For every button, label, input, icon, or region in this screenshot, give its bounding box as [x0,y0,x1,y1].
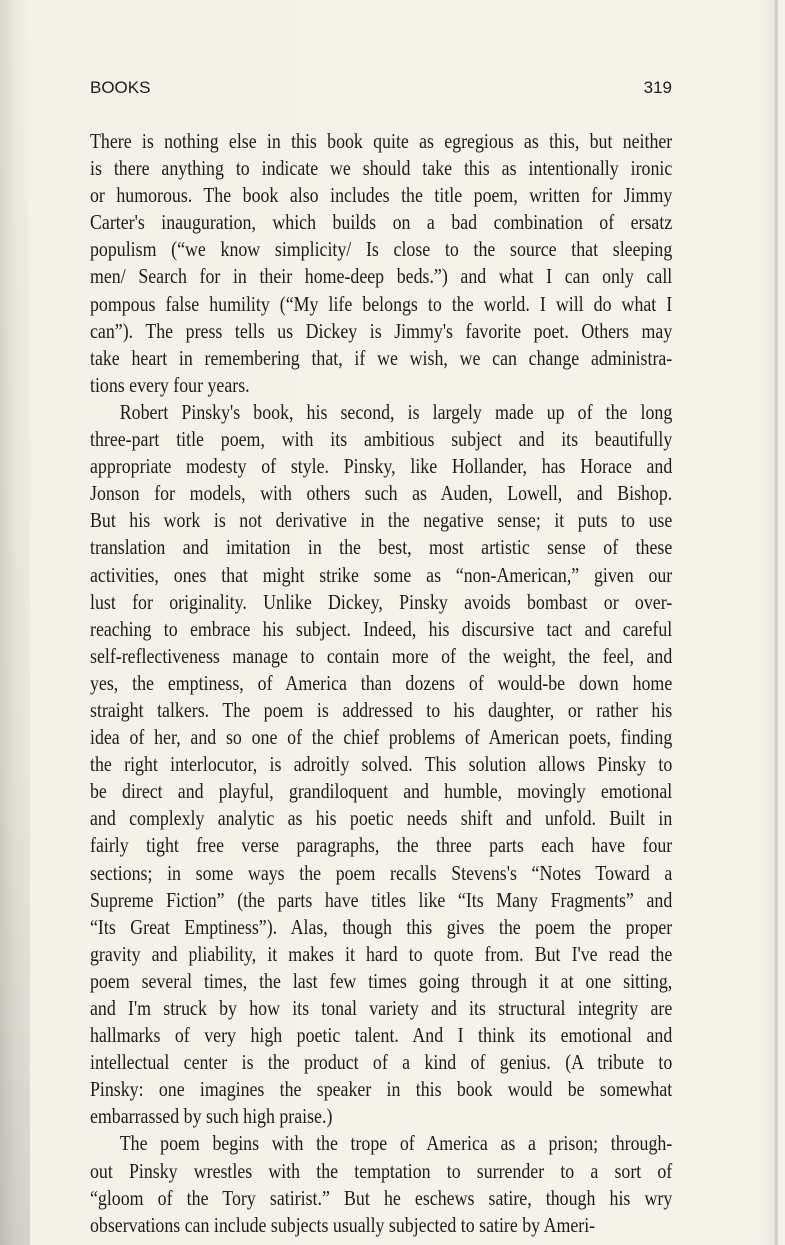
paragraph [90,399,672,1131]
text-line: “Its Great Emptiness”). Alas, though this gives the poem the proper [90,914,673,939]
text-line: hallmarks of very high poetic talent. And I think its emotional and [90,1023,673,1048]
running-header [90,78,672,102]
paragraph [90,128,672,399]
text-line: intellectual center is the product of a kind of genius. (A tribute to [90,1050,673,1075]
body-text [90,128,672,1239]
text-line: gravity and pliability, it makes it hard to quote from. But I've read the [90,941,673,966]
page-number: 319 [643,78,672,97]
text-line: take heart in remembering that, if we wish, we can change administra- [90,345,673,370]
text-line: poem several times, the last few times going through it at one sitting, [90,968,673,993]
text-line: and complexly analytic as his poetic needs shift and unfold. Built in [90,806,673,831]
text-line: Pinsky: one imagines the speaker in this book would be somewhat [90,1077,673,1102]
text-line: activities, ones that might strike some as “non-American,” given our [90,562,673,587]
text-line: There is nothing else in this book quite as egregious as this, but neither [90,129,673,153]
text-line: embarrassed by such high praise.) [90,1104,333,1129]
text-line: observations can include subjects usually subjected to satire by Ameri- [90,1212,596,1237]
text-line: translation and imitation in the best, most artistic sense of these [90,535,673,560]
text-line: reaching to embrace his subject. Indeed, his discursive tact and careful [90,616,673,641]
text-line: Robert Pinsky's book, his second, is largely made up of the long [119,399,673,424]
text-line: pompous false humility (“My life belongs to the world. I will do what I [90,291,673,316]
text-line: or humorous. The book also includes the title poem, written for Jimmy [90,183,673,208]
text-line: appropriate modesty of style. Pinsky, like Hollander, has Horace and [90,454,673,479]
text-line: three-part title poem, with its ambitious subject and its beautifully [90,427,673,452]
text-line: populism (“we know simplicity/ Is close to the source that sleeping [90,237,673,262]
text-line: lust for originality. Unlike Dickey, Pinsky avoids bombast or over- [90,589,673,614]
text-line: can”). The press tells us Dickey is Jimmy's favorite poet. Others may [90,318,673,343]
text-line: The poem begins with the trope of America as a prison; through- [119,1131,673,1156]
text-line: Jonson for models, with others such as Auden, Lowell, and Bishop. [90,481,673,506]
text-line: is there anything to indicate we should take this as intentionally ironic [90,156,673,181]
text-line: idea of her, and so one of the chief problems of American poets, finding [90,725,673,750]
text-line: men/ Search for in their home-deep beds.”) and what I can only call [90,264,673,289]
text-line: out Pinsky wrestles with the temptation to surrender to a sort of [90,1158,673,1183]
text-line: fairly tight free verse paragraphs, the three parts each have four [90,833,673,858]
text-line: and I'm struck by how its tonal variety and its structural integrity are [90,996,673,1020]
text-line: Supreme Fiction” (the parts have titles like “Its Many Fragments” and [90,887,673,912]
section-title: BOOKS [90,78,151,97]
text-line: self-reflectiveness manage to contain more of the weight, the feel, and [90,643,673,668]
text-line: Carter's inauguration, which builds on a bad combination of ersatz [90,210,673,235]
text-line: tions every four years. [90,372,250,397]
text-line: yes, the emptiness, of America than dozens of would-be down home [90,670,673,695]
text-line: “gloom of the Tory satirist.” But he eschews satire, though his wry [90,1185,673,1210]
text-line: straight talkers. The poem is addressed to his daughter, or rather his [90,697,673,722]
text-line: But his work is not derivative in the negative sense; it puts to use [90,508,673,533]
text-line: be direct and playful, grandiloquent and humble, movingly emotional [90,779,673,804]
paragraph [90,1130,672,1238]
text-line: the right interlocutor, is adroitly solved. This solution allows Pinsky to [90,752,673,777]
text-line: sections; in some ways the poem recalls Stevens's “Notes Toward a [90,860,673,885]
page-edge-shadow [0,0,30,1245]
